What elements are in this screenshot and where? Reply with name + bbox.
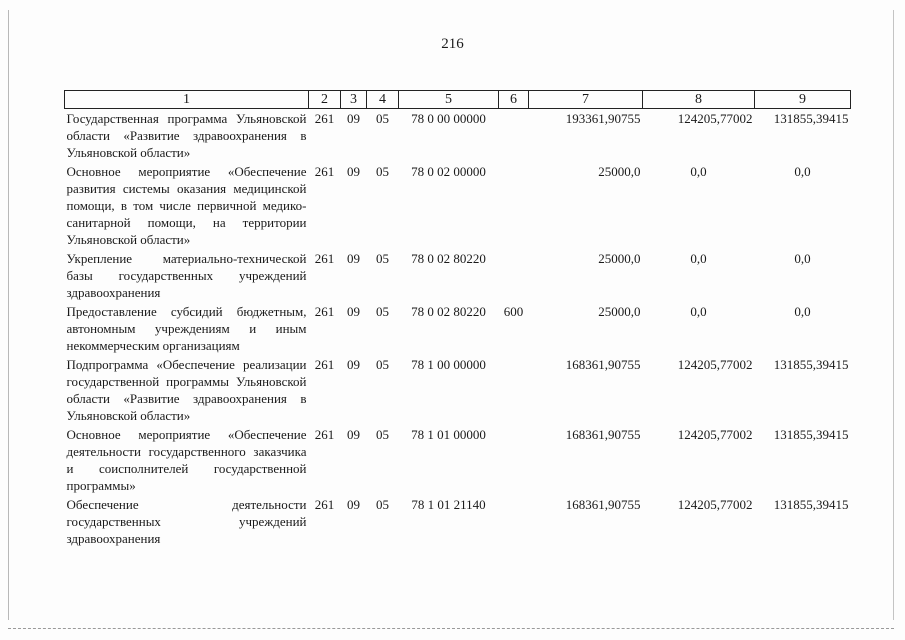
col-header-4: 4: [367, 91, 399, 109]
code-expense-type: [499, 425, 529, 495]
value-col-7: 168361,90755: [565, 497, 641, 512]
table-row: [65, 109, 851, 163]
table-row: [65, 249, 851, 302]
row-name: Обеспечение деятельности государственных учреждений здравоохранения: [66, 497, 307, 546]
value-col-7: 193361,90755: [565, 111, 641, 126]
table-row: [65, 425, 851, 495]
value-col-8: 124205,77002: [677, 357, 753, 372]
code-section: 09: [347, 111, 360, 126]
value-col-8: 0,0: [690, 304, 707, 319]
col-header-6: 6: [499, 91, 529, 109]
code-expense-type: [499, 249, 529, 302]
row-name: Основное мероприятие «Обеспечение деятельности государственного заказчика и соисполнителей государственной программы»: [66, 427, 307, 493]
col-header-3: 3: [341, 91, 367, 109]
value-col-9: 0,0: [794, 304, 811, 319]
page-bottom-edge: [8, 628, 894, 631]
value-col-9: 0,0: [794, 251, 811, 266]
code-target: 78 1 01 00000: [411, 427, 486, 442]
code-target: 78 1 01 21140: [411, 497, 486, 512]
code-subsection: 05: [376, 357, 389, 372]
code-ministry: 261: [314, 357, 335, 372]
code-ministry: 261: [314, 304, 335, 319]
code-section: 09: [347, 497, 360, 512]
code-ministry: 261: [314, 427, 335, 442]
value-col-7: 25000,0: [598, 304, 641, 319]
code-subsection: 05: [376, 164, 389, 179]
value-col-7: 168361,90755: [565, 427, 641, 442]
value-col-8: 124205,77002: [677, 497, 753, 512]
code-expense-type: 600: [503, 304, 524, 319]
table-row: [65, 162, 851, 249]
code-section: 09: [347, 304, 360, 319]
table-row: [65, 355, 851, 425]
value-col-8: 124205,77002: [677, 111, 753, 126]
code-ministry: 261: [314, 251, 335, 266]
code-subsection: 05: [376, 111, 389, 126]
code-target: 78 0 02 80220: [411, 304, 486, 319]
value-col-7: 25000,0: [598, 251, 641, 266]
value-col-9: 131855,39415: [773, 497, 849, 512]
value-col-9: 0,0: [794, 164, 811, 179]
code-subsection: 05: [376, 304, 389, 319]
table-row: [65, 495, 851, 548]
value-col-8: 0,0: [690, 251, 707, 266]
value-col-9: 131855,39415: [773, 111, 849, 126]
code-ministry: 261: [314, 497, 335, 512]
code-target: 78 0 02 80220: [411, 251, 486, 266]
code-ministry: 261: [314, 164, 335, 179]
code-section: 09: [347, 251, 360, 266]
value-col-8: 124205,77002: [677, 427, 753, 442]
row-name: Основное мероприятие «Обеспечение развития системы оказания медицинской помощи, в том числе первичной медико-санитарной помощи, на территории Ульяновской области»: [66, 164, 307, 247]
page-number: 216: [441, 36, 464, 52]
row-name: Подпрограмма «Обеспечение реализации государственной программы Ульяновской области «Развитие здравоохранения в Ульяновской области»: [66, 357, 307, 423]
value-col-9: 131855,39415: [773, 357, 849, 372]
page-right-edge: [893, 10, 894, 620]
code-expense-type: [499, 109, 529, 163]
col-header-1: 1: [65, 91, 309, 109]
col-header-2: 2: [309, 91, 341, 109]
page-left-edge: [8, 10, 9, 620]
col-header-9: 9: [755, 91, 851, 109]
row-name: Укрепление материально-технической базы государственных учреждений здравоохранения: [66, 251, 307, 300]
code-section: 09: [347, 357, 360, 372]
code-expense-type: [499, 355, 529, 425]
code-target: 78 0 02 00000: [411, 164, 486, 179]
code-target: 78 0 00 00000: [411, 111, 486, 126]
col-header-5: 5: [399, 91, 499, 109]
table-row: [65, 302, 851, 355]
row-name: Государственная программа Ульяновской области «Развитие здравоохранения в Ульяновской области»: [66, 111, 307, 160]
row-name: Предоставление субсидий бюджетным, автономным учреждениям и иным некоммерческим организациям: [66, 304, 307, 353]
code-ministry: 261: [314, 111, 335, 126]
code-expense-type: [499, 162, 529, 249]
col-header-8: 8: [643, 91, 755, 109]
code-subsection: 05: [376, 497, 389, 512]
value-col-8: 0,0: [690, 164, 707, 179]
value-col-7: 25000,0: [598, 164, 641, 179]
header-row: [65, 91, 851, 109]
value-col-7: 168361,90755: [565, 357, 641, 372]
code-target: 78 1 00 00000: [411, 357, 486, 372]
code-expense-type: [499, 495, 529, 548]
col-header-7: 7: [529, 91, 643, 109]
value-col-9: 131855,39415: [773, 427, 849, 442]
code-subsection: 05: [376, 251, 389, 266]
code-section: 09: [347, 427, 360, 442]
budget-table: [64, 90, 851, 548]
code-section: 09: [347, 164, 360, 179]
code-subsection: 05: [376, 427, 389, 442]
